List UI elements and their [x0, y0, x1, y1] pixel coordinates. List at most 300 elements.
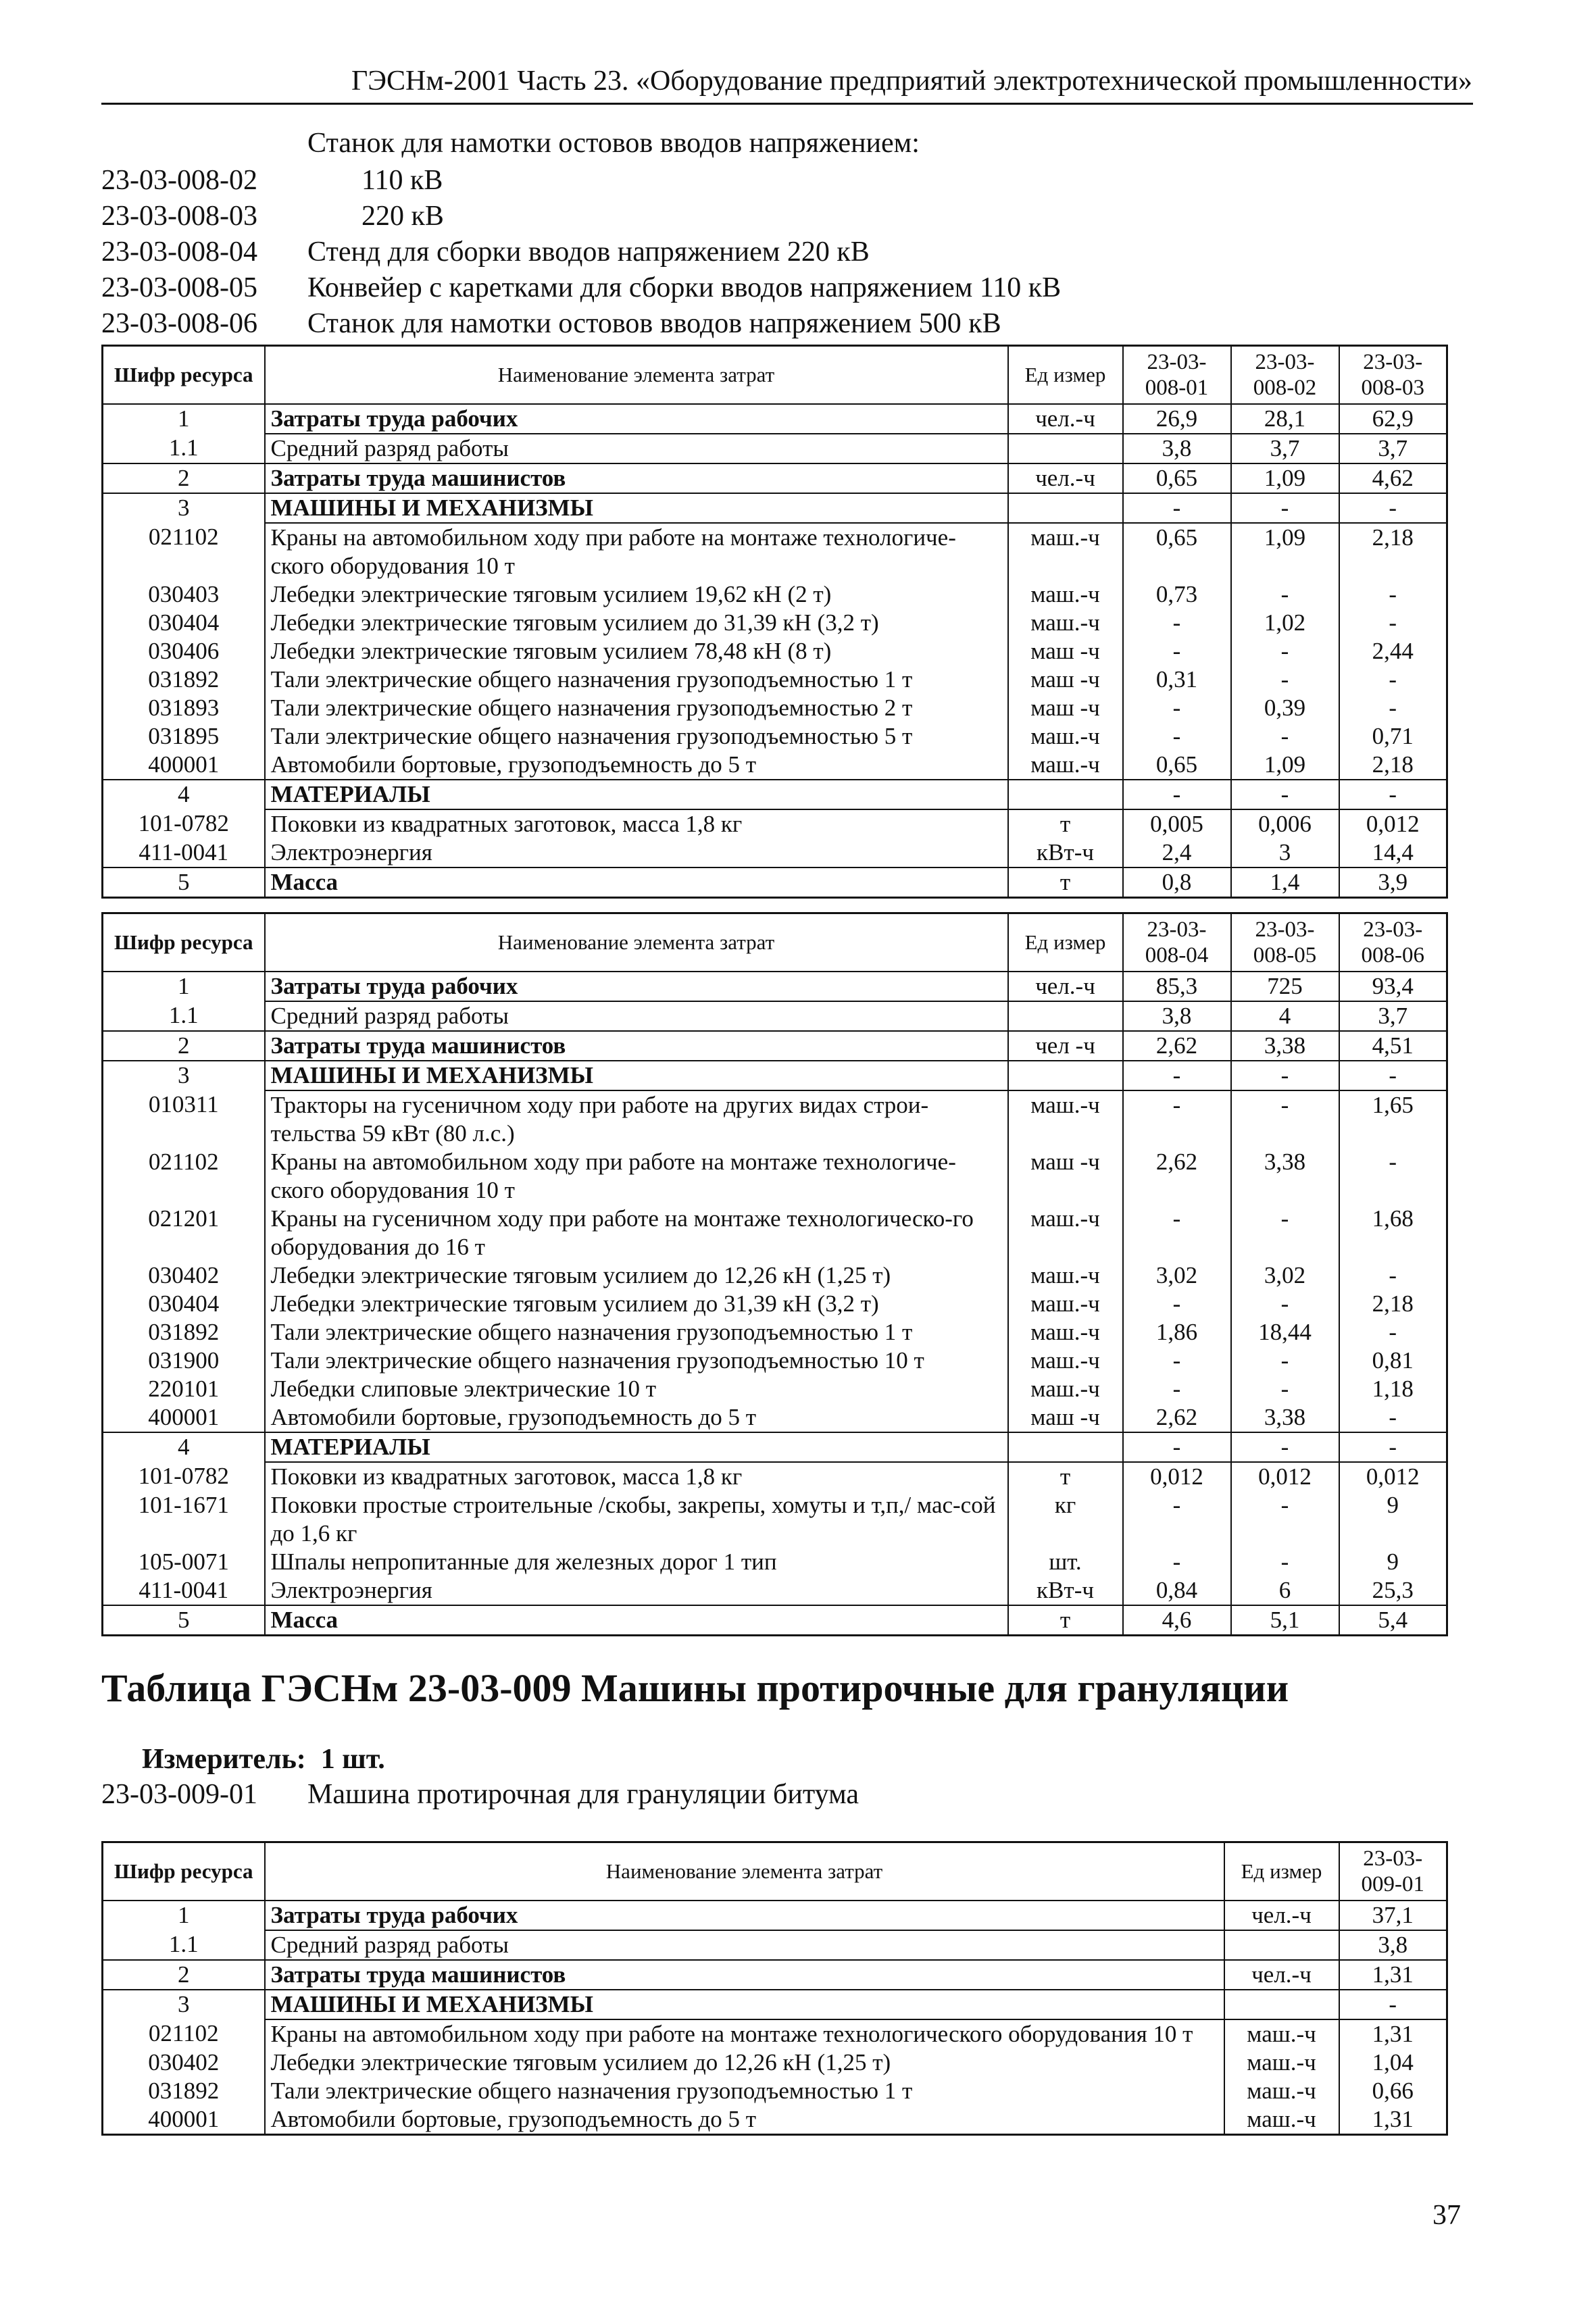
row-value-cell: -	[1339, 609, 1447, 637]
running-header: ГЭСНм-2001 Часть 23. «Оборудование предприятий электротехнической промышленности»	[351, 66, 1472, 97]
row-value-cell: 1,09	[1231, 523, 1339, 580]
intro-item-text: 220 кВ	[361, 201, 444, 232]
table-header-row	[103, 913, 1447, 972]
row-value-cell: -	[1231, 780, 1339, 809]
row-code-cell: 400001	[103, 2105, 265, 2135]
row-code-cell: 031900	[103, 1347, 265, 1375]
row-value-cell: 2,44	[1339, 637, 1447, 665]
row-name-cell: Тали электрические общего назначения грузоподъемностью 1 т	[265, 665, 1008, 694]
row-value-cell: 62,9	[1339, 404, 1447, 434]
row-value-cell: 0,81	[1339, 1347, 1447, 1375]
intro-item	[101, 199, 1061, 234]
row-code-cell: 1	[103, 404, 265, 434]
row-name-cell: Лебедки электрические тяговым усилием до 31,39 кН (3,2 т)	[265, 1290, 1008, 1318]
intro-item	[101, 270, 1061, 306]
row-unit-cell: маш.-ч	[1224, 2048, 1339, 2077]
row-name-cell: МАШИНЫ И МЕХАНИЗМЫ	[265, 1061, 1008, 1090]
table-row	[103, 434, 1447, 463]
row-unit-cell: маш.-ч	[1008, 1375, 1123, 1403]
row-name-cell: Поковки простые строительные /скобы, закрепы, хомуты и т,п,/ мас-сой до 1,6 кг	[265, 1491, 1008, 1548]
table-row	[103, 809, 1447, 838]
row-code-cell: 411-0041	[103, 1576, 265, 1605]
row-value-cell: -	[1123, 722, 1231, 751]
table-row	[103, 2048, 1447, 2077]
row-code-cell: 031892	[103, 665, 265, 694]
unit-header: Ед измер	[1008, 346, 1123, 405]
row-value-cell: -	[1231, 1090, 1339, 1148]
row-code-cell: 030404	[103, 1290, 265, 1318]
element-name-header: Наименование элемента затрат	[265, 346, 1008, 405]
row-unit-cell	[1008, 434, 1123, 463]
element-name-header: Наименование элемента затрат	[265, 913, 1008, 972]
row-value-cell: 0,84	[1123, 1576, 1231, 1605]
row-name-cell: Масса	[265, 1605, 1008, 1636]
row-value-cell: -	[1231, 1548, 1339, 1576]
row-value-cell: 3,8	[1123, 434, 1231, 463]
row-value-cell: 1,86	[1123, 1318, 1231, 1347]
row-value-cell: -	[1339, 1148, 1447, 1205]
row-name-cell: Краны на автомобильном ходу при работе на монтаже технологического оборудования 10 т	[265, 2019, 1224, 2048]
table-row	[103, 2077, 1447, 2105]
row-value-cell: -	[1123, 1347, 1231, 1375]
row-name-cell: Лебедки слиповые электрические 10 т	[265, 1375, 1008, 1403]
row-unit-cell: маш -ч	[1008, 694, 1123, 722]
row-code-cell: 030404	[103, 609, 265, 637]
row-value-cell: 1,65	[1339, 1090, 1447, 1148]
row-value-cell: 1,4	[1231, 867, 1339, 898]
intro-item-text: 110 кВ	[361, 165, 443, 196]
table-row	[103, 1548, 1447, 1576]
row-value-cell: 0,012	[1339, 1462, 1447, 1491]
row-value-cell: 3,02	[1231, 1261, 1339, 1290]
row-code-cell: 010311	[103, 1090, 265, 1148]
row-value-cell: 3,7	[1231, 434, 1339, 463]
row-unit-cell: т	[1008, 867, 1123, 898]
row-name-cell: Лебедки электрические тяговым усилием 78,48 кН (8 т)	[265, 637, 1008, 665]
resource-code-header: Шифр ресурса	[103, 913, 265, 972]
column-code-header: 23-03-008-04	[1123, 913, 1231, 972]
table-row	[103, 1576, 1447, 1605]
row-unit-cell: маш.-ч	[1008, 523, 1123, 580]
row-value-cell: 2,18	[1339, 523, 1447, 580]
row-code-cell: 030402	[103, 2048, 265, 2077]
row-code-cell: 1	[103, 1901, 265, 1930]
row-unit-cell: маш.-ч	[1008, 751, 1123, 780]
row-value-cell: 1,09	[1231, 751, 1339, 780]
row-value-cell: -	[1339, 493, 1447, 523]
table-row	[103, 722, 1447, 751]
row-value-cell: 3,8	[1339, 1930, 1447, 1960]
row-unit-cell: шт.	[1008, 1548, 1123, 1576]
resource-code-header: Шифр ресурса	[103, 346, 265, 405]
row-name-cell: Автомобили бортовые, грузоподъемность до 5 т	[265, 751, 1008, 780]
row-unit-cell: маш.-ч	[1008, 580, 1123, 609]
row-value-cell: 85,3	[1123, 972, 1231, 1001]
table-row	[103, 1403, 1447, 1432]
table-row	[103, 1901, 1447, 1930]
row-value-cell: 25,3	[1339, 1576, 1447, 1605]
row-value-cell: 3,9	[1339, 867, 1447, 898]
row-unit-cell: чел.-ч	[1224, 1960, 1339, 1990]
column-code-header: 23-03-008-03	[1339, 346, 1447, 405]
measurer	[142, 1743, 400, 1776]
row-code-cell: 101-0782	[103, 1462, 265, 1491]
column-code-header: 23-03-009-01	[1339, 1842, 1447, 1901]
row-name-cell: Затраты труда машинистов	[265, 1031, 1008, 1061]
intro-item-text: Стенд для сборки вводов напряжением 220 кВ	[307, 236, 870, 268]
table-row	[103, 1318, 1447, 1347]
row-value-cell: 1,31	[1339, 1960, 1447, 1990]
row-code-cell: 030403	[103, 580, 265, 609]
row-name-cell: Поковки из квадратных заготовок, масса 1,8 кг	[265, 1462, 1008, 1491]
row-value-cell: -	[1231, 1061, 1339, 1090]
table-row	[103, 1990, 1447, 2019]
row-name-cell: Средний разряд работы	[265, 1930, 1224, 1960]
row-name-cell: Краны на автомобильном ходу при работе на монтаже технологиче-ского оборудования 10 т	[265, 1148, 1008, 1205]
row-value-cell: 3,38	[1231, 1148, 1339, 1205]
row-unit-cell: маш -ч	[1008, 1148, 1123, 1205]
row-code-cell: 4	[103, 1432, 265, 1462]
row-value-cell: 1,31	[1339, 2105, 1447, 2135]
table-row	[103, 609, 1447, 637]
row-code-cell: 031893	[103, 694, 265, 722]
row-code-cell: 021102	[103, 2019, 265, 2048]
intro-code-list	[101, 163, 1061, 342]
row-value-cell: 0,65	[1123, 463, 1231, 493]
row-name-cell: Шпалы непропитанные для железных дорог 1 тип	[265, 1548, 1008, 1576]
row-code-cell: 1.1	[103, 1930, 265, 1960]
row-value-cell: 93,4	[1339, 972, 1447, 1001]
row-unit-cell: т	[1008, 1462, 1123, 1491]
row-value-cell: -	[1231, 665, 1339, 694]
row-value-cell: 4,6	[1123, 1605, 1231, 1636]
resource-code-header: Шифр ресурса	[103, 1842, 265, 1901]
row-code-cell: 1.1	[103, 1001, 265, 1031]
row-value-cell: -	[1339, 665, 1447, 694]
row-value-cell: -	[1231, 1205, 1339, 1261]
row-value-cell: 18,44	[1231, 1318, 1339, 1347]
row-name-cell: Лебедки электрические тяговым усилием 19,62 кН (2 т)	[265, 580, 1008, 609]
row-value-cell: 0,66	[1339, 2077, 1447, 2105]
row-value-cell: 3	[1231, 838, 1339, 867]
row-value-cell: -	[1231, 1347, 1339, 1375]
row-value-cell: 2,18	[1339, 1290, 1447, 1318]
table-row	[103, 1462, 1447, 1491]
row-value-cell: 9	[1339, 1548, 1447, 1576]
row-name-cell: Электроэнергия	[265, 1576, 1008, 1605]
row-value-cell: 3,7	[1339, 434, 1447, 463]
intro-item-code: 23-03-008-05	[101, 272, 257, 303]
row-name-cell: Затраты труда рабочих	[265, 1901, 1224, 1930]
table-row	[103, 1347, 1447, 1375]
row-value-cell: -	[1123, 1432, 1231, 1462]
row-code-cell: 3	[103, 1990, 265, 2019]
table-row	[103, 1261, 1447, 1290]
row-name-cell: Тали электрические общего назначения грузоподъемностью 1 т	[265, 1318, 1008, 1347]
section-item	[101, 1778, 859, 1811]
table-row	[103, 838, 1447, 867]
row-code-cell: 2	[103, 1031, 265, 1061]
row-unit-cell: маш.-ч	[1008, 1205, 1123, 1261]
row-value-cell: 0,012	[1123, 1462, 1231, 1491]
row-value-cell: 5,1	[1231, 1605, 1339, 1636]
row-code-cell: 031892	[103, 1318, 265, 1347]
row-name-cell: Затраты труда рабочих	[265, 404, 1008, 434]
column-code-header: 23-03-008-06	[1339, 913, 1447, 972]
intro-item-code: 23-03-008-02	[101, 165, 257, 196]
row-unit-cell: маш.-ч	[1224, 2077, 1339, 2105]
row-value-cell: 2,62	[1123, 1031, 1231, 1061]
row-value-cell: -	[1123, 1290, 1231, 1318]
measurer-label: Измеритель:	[142, 1744, 306, 1775]
row-value-cell: 3,8	[1123, 1001, 1231, 1031]
row-value-cell: -	[1231, 637, 1339, 665]
intro-item	[101, 234, 1061, 270]
measurer-value: 1 шт.	[320, 1744, 385, 1775]
row-name-cell: Тракторы на гусеничном ходу при работе на других видах строи-тельства 59 кВт (80 л.с.)	[265, 1090, 1008, 1148]
row-value-cell: 1,02	[1231, 609, 1339, 637]
table-row	[103, 404, 1447, 434]
intro-item-code: 23-03-008-04	[101, 236, 257, 268]
row-value-cell: -	[1231, 722, 1339, 751]
row-unit-cell: маш.-ч	[1008, 609, 1123, 637]
table-row	[103, 1148, 1447, 1205]
row-value-cell: 4,51	[1339, 1031, 1447, 1061]
row-unit-cell	[1008, 1061, 1123, 1090]
row-value-cell: 0,39	[1231, 694, 1339, 722]
table-row	[103, 751, 1447, 780]
header-rule	[101, 103, 1473, 105]
row-unit-cell	[1224, 1990, 1339, 2019]
row-code-cell: 1	[103, 972, 265, 1001]
row-code-cell: 021102	[103, 523, 265, 580]
table-row	[103, 972, 1447, 1001]
row-code-cell: 5	[103, 1605, 265, 1636]
row-value-cell: 1,68	[1339, 1205, 1447, 1261]
row-unit-cell: кВт-ч	[1008, 838, 1123, 867]
row-value-cell: -	[1231, 1290, 1339, 1318]
row-value-cell: 0,31	[1123, 665, 1231, 694]
column-code-header: 23-03-008-02	[1231, 346, 1339, 405]
table-row	[103, 2105, 1447, 2135]
row-value-cell: -	[1123, 637, 1231, 665]
row-unit-cell: чел.-ч	[1224, 1901, 1339, 1930]
row-value-cell: -	[1339, 1261, 1447, 1290]
table-row	[103, 1001, 1447, 1031]
table-row	[103, 2019, 1447, 2048]
element-name-header: Наименование элемента затрат	[265, 1842, 1224, 1901]
row-value-cell: -	[1231, 1375, 1339, 1403]
row-name-cell: Тали электрические общего назначения грузоподъемностью 1 т	[265, 2077, 1224, 2105]
row-value-cell: 9	[1339, 1491, 1447, 1548]
row-unit-cell	[1008, 493, 1123, 523]
row-unit-cell	[1008, 780, 1123, 809]
row-unit-cell: т	[1008, 809, 1123, 838]
intro-item-text: Станок для намотки остовов вводов напряжением 500 кВ	[307, 308, 1001, 339]
intro-item-code: 23-03-008-06	[101, 308, 257, 339]
unit-header: Ед измер	[1008, 913, 1123, 972]
row-name-cell: Тали электрические общего назначения грузоподъемностью 5 т	[265, 722, 1008, 751]
row-name-cell: Затраты труда машинистов	[265, 1960, 1224, 1990]
row-value-cell: 1,18	[1339, 1375, 1447, 1403]
row-name-cell: Затраты труда машинистов	[265, 463, 1008, 493]
table-row	[103, 1375, 1447, 1403]
table-row	[103, 1930, 1447, 1960]
row-value-cell: 2,62	[1123, 1403, 1231, 1432]
page-number: 37	[1432, 2200, 1461, 2231]
row-unit-cell: маш.-ч	[1008, 1347, 1123, 1375]
table-row	[103, 780, 1447, 809]
row-name-cell: Краны на гусеничном ходу при работе на монтаже технологическо-го оборудования до 16 т	[265, 1205, 1008, 1261]
row-unit-cell: маш.-ч	[1008, 1261, 1123, 1290]
row-value-cell: -	[1339, 1318, 1447, 1347]
row-value-cell: 1,04	[1339, 2048, 1447, 2077]
row-value-cell: -	[1339, 580, 1447, 609]
row-value-cell: -	[1339, 1061, 1447, 1090]
row-code-cell: 400001	[103, 751, 265, 780]
row-name-cell: Электроэнергия	[265, 838, 1008, 867]
row-unit-cell: маш.-ч	[1224, 2019, 1339, 2048]
row-unit-cell: маш -ч	[1008, 665, 1123, 694]
row-value-cell: -	[1123, 1375, 1231, 1403]
row-code-cell: 3	[103, 493, 265, 523]
table-header-row	[103, 346, 1447, 405]
intro-item	[101, 163, 1061, 199]
row-value-cell: 0,65	[1123, 523, 1231, 580]
table-row	[103, 867, 1447, 898]
row-value-cell: 0,71	[1339, 722, 1447, 751]
column-code-header: 23-03-008-01	[1123, 346, 1231, 405]
row-unit-cell: маш -ч	[1008, 637, 1123, 665]
table-header-row	[103, 1842, 1447, 1901]
section-item-text: Машина протирочная для грануляции битума	[307, 1779, 859, 1810]
row-value-cell: 28,1	[1231, 404, 1339, 434]
row-code-cell: 4	[103, 780, 265, 809]
row-name-cell: Лебедки электрические тяговым усилием до 12,26 кН (1,25 т)	[265, 1261, 1008, 1290]
row-code-cell: 031892	[103, 2077, 265, 2105]
row-value-cell: -	[1123, 780, 1231, 809]
row-name-cell: Поковки из квадратных заготовок, масса 1,8 кг	[265, 809, 1008, 838]
row-unit-cell: маш.-ч	[1224, 2105, 1339, 2135]
row-code-cell: 2	[103, 1960, 265, 1990]
row-value-cell: 725	[1231, 972, 1339, 1001]
row-name-cell: Автомобили бортовые, грузоподъемность до 5 т	[265, 1403, 1008, 1432]
row-value-cell: 26,9	[1123, 404, 1231, 434]
table-row	[103, 523, 1447, 580]
row-unit-cell: чел.-ч	[1008, 463, 1123, 493]
row-value-cell: 3,38	[1231, 1031, 1339, 1061]
row-value-cell: 1,09	[1231, 463, 1339, 493]
row-value-cell: 0,8	[1123, 867, 1231, 898]
table-row	[103, 694, 1447, 722]
row-value-cell: -	[1231, 493, 1339, 523]
row-value-cell: -	[1339, 1403, 1447, 1432]
row-value-cell: -	[1339, 1990, 1447, 2019]
row-unit-cell: маш.-ч	[1008, 1290, 1123, 1318]
row-code-cell: 2	[103, 463, 265, 493]
row-value-cell: 2,4	[1123, 838, 1231, 867]
row-value-cell: 3,38	[1231, 1403, 1339, 1432]
row-value-cell: 2,62	[1123, 1148, 1231, 1205]
table-row	[103, 1432, 1447, 1462]
table-row	[103, 1290, 1447, 1318]
row-value-cell: -	[1231, 1432, 1339, 1462]
row-unit-cell: кВт-ч	[1008, 1576, 1123, 1605]
row-unit-cell: маш.-ч	[1008, 1090, 1123, 1148]
row-name-cell: Затраты труда рабочих	[265, 972, 1008, 1001]
row-value-cell: 4	[1231, 1001, 1339, 1031]
row-value-cell: 14,4	[1339, 838, 1447, 867]
row-unit-cell: чел.-ч	[1008, 972, 1123, 1001]
row-unit-cell: т	[1008, 1605, 1123, 1636]
table-row	[103, 580, 1447, 609]
row-unit-cell: маш -ч	[1008, 1403, 1123, 1432]
table-row	[103, 1031, 1447, 1061]
row-value-cell: -	[1123, 694, 1231, 722]
row-code-cell: 400001	[103, 1403, 265, 1432]
cost-table-2	[101, 912, 1448, 1636]
row-value-cell: 0,73	[1123, 580, 1231, 609]
row-value-cell: 0,012	[1339, 809, 1447, 838]
row-unit-cell	[1008, 1001, 1123, 1031]
row-value-cell: -	[1123, 1061, 1231, 1090]
row-code-cell: 021102	[103, 1148, 265, 1205]
intro-lead-text: Станок для намотки остовов вводов напряжением:	[307, 128, 920, 159]
table-row	[103, 1090, 1447, 1148]
table-row	[103, 1491, 1447, 1548]
row-value-cell: -	[1231, 580, 1339, 609]
row-value-cell: 4,62	[1339, 463, 1447, 493]
row-value-cell: 1,31	[1339, 2019, 1447, 2048]
row-value-cell: -	[1339, 1432, 1447, 1462]
table-row	[103, 463, 1447, 493]
table-row	[103, 1605, 1447, 1636]
row-value-cell: 3,7	[1339, 1001, 1447, 1031]
row-value-cell: -	[1123, 1090, 1231, 1148]
row-code-cell: 5	[103, 867, 265, 898]
row-name-cell: Автомобили бортовые, грузоподъемность до 5 т	[265, 2105, 1224, 2135]
table-row	[103, 1205, 1447, 1261]
row-value-cell: -	[1123, 1491, 1231, 1548]
intro-item-code: 23-03-008-03	[101, 201, 257, 232]
row-name-cell: Средний разряд работы	[265, 434, 1008, 463]
row-value-cell: 0,012	[1231, 1462, 1339, 1491]
table-row	[103, 665, 1447, 694]
unit-header: Ед измер	[1224, 1842, 1339, 1901]
cost-table-3	[101, 1841, 1448, 2136]
row-name-cell: МАШИНЫ И МЕХАНИЗМЫ	[265, 493, 1008, 523]
row-name-cell: Лебедки электрические тяговым усилием до 31,39 кН (3,2 т)	[265, 609, 1008, 637]
table-row	[103, 1061, 1447, 1090]
row-unit-cell: чел.-ч	[1008, 404, 1123, 434]
cost-table-1	[101, 345, 1448, 899]
section-title: Таблица ГЭСНм 23-03-009 Машины протирочные для грануляции	[101, 1666, 1289, 1710]
row-value-cell: -	[1231, 1491, 1339, 1548]
row-value-cell: -	[1339, 694, 1447, 722]
row-unit-cell: чел -ч	[1008, 1031, 1123, 1061]
row-code-cell: 3	[103, 1061, 265, 1090]
table-row	[103, 637, 1447, 665]
section-item-code: 23-03-009-01	[101, 1779, 257, 1810]
row-unit-cell: маш.-ч	[1008, 722, 1123, 751]
row-value-cell: -	[1339, 780, 1447, 809]
row-code-cell: 105-0071	[103, 1548, 265, 1576]
row-value-cell: -	[1123, 609, 1231, 637]
row-value-cell: 3,02	[1123, 1261, 1231, 1290]
intro-item	[101, 306, 1061, 342]
row-code-cell: 030406	[103, 637, 265, 665]
column-code-header: 23-03-008-05	[1231, 913, 1339, 972]
